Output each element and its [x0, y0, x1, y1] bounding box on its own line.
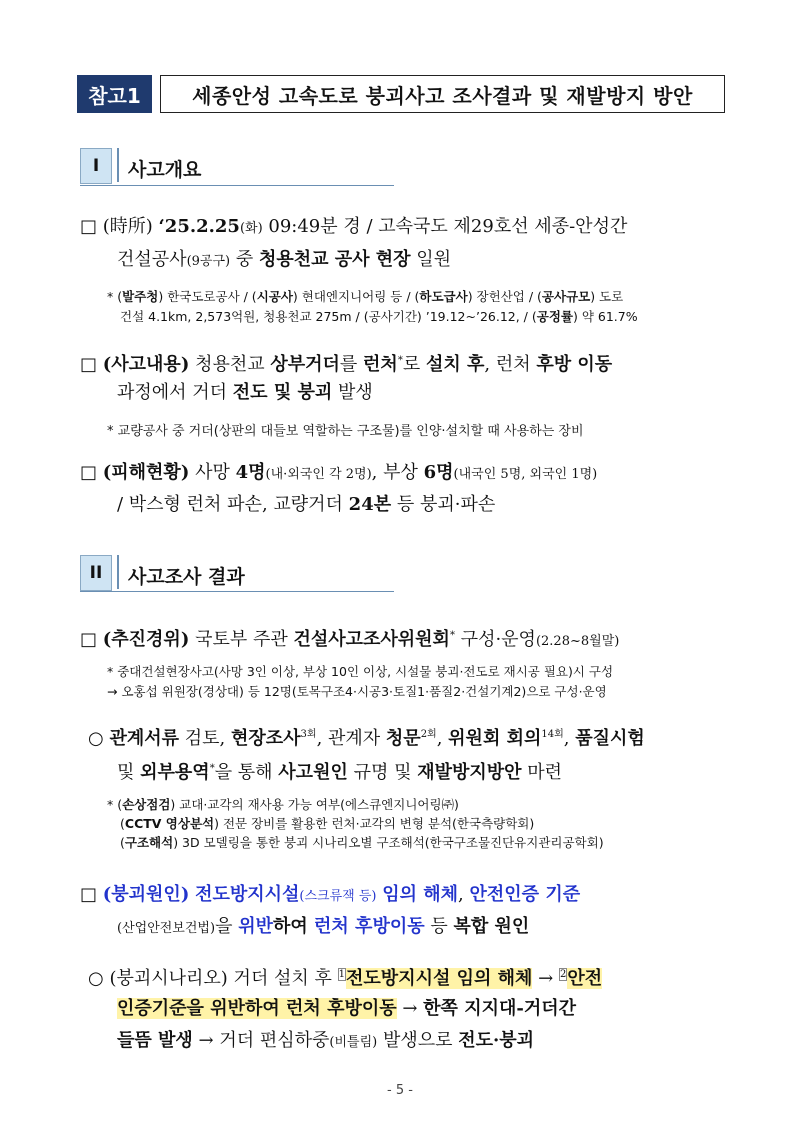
- section-1-divider: [117, 148, 119, 182]
- committee-name: 건설사고조사위원회: [293, 629, 450, 650]
- item-label: (붕괴시나리오): [109, 968, 228, 989]
- sub-scenario-line3: [117, 1030, 534, 1054]
- footnote-mark: *: [209, 763, 215, 774]
- note-committee-1: * 중대건설현장사고(사망 3인 이상, 부상 10인 이상, 시설물 붕괴·전도로 재시공 필요)시 구성: [107, 664, 614, 679]
- text: 설치 후: [425, 354, 485, 375]
- highlight: 전도방지시설 임의 해체: [346, 968, 533, 989]
- item-damage: [80, 462, 597, 486]
- text: 후방 이동: [536, 354, 613, 375]
- text: ,: [436, 728, 449, 749]
- note-project-info: [107, 288, 623, 305]
- text: 6명: [423, 462, 454, 483]
- text: 복합 원인: [453, 916, 530, 937]
- footnote-mark: *: [449, 630, 455, 641]
- item-label: (추진경위): [102, 629, 190, 650]
- text: 등 붕괴·파손: [391, 494, 496, 515]
- key: 공사규모: [541, 289, 591, 304]
- text: 발생: [332, 382, 373, 403]
- accident-date: ‘25.2.25: [158, 216, 240, 237]
- section-1-underline: [80, 185, 394, 186]
- text: 로: [402, 354, 426, 375]
- text: 과정에서 거더: [117, 382, 233, 403]
- arrow: →: [532, 968, 559, 989]
- section-1-title: 사고개요: [128, 159, 202, 181]
- text: 위반: [238, 916, 273, 937]
- item-cause-line2: [117, 916, 529, 940]
- text: 임의 해체: [382, 884, 459, 905]
- text: 상부거더: [270, 354, 340, 375]
- text: 건설 4.1km, 2,573억원, 청용천교 275m / (공사기간) ’19.12~’26.12, / (: [120, 309, 537, 324]
- sub-scenario-line2: [117, 998, 576, 1020]
- checkbox-icon: □: [80, 629, 98, 650]
- text: ) 약 61.7%: [572, 309, 638, 324]
- checkbox-icon: □: [80, 216, 98, 237]
- note-services-2: (CCTV 영상분석) 전문 장비를 활용한 런처·교각의 변형 분석(한국측량학회): [120, 816, 535, 831]
- text: 건설공사: [117, 249, 187, 270]
- text: , 부상: [371, 462, 424, 483]
- key: 공정률: [536, 309, 573, 324]
- text: 을 통해: [214, 762, 279, 783]
- text: 청문: [385, 728, 421, 749]
- sub-investigation-line2: [117, 758, 562, 784]
- arrow: →: [396, 998, 424, 1019]
- note-committee-2: → 오홍섭 위원장(경상대) 등 12명(토목구조4·시공3·토질1·품질2·건설기계2)으로 구성·운영: [107, 684, 607, 699]
- text: 24본: [348, 494, 392, 515]
- count: 14회: [541, 729, 564, 740]
- key: 손상점검: [122, 797, 171, 812]
- text: 런처: [363, 354, 398, 375]
- item-accident-content: [80, 350, 612, 376]
- item-label: (붕괴원인): [102, 884, 190, 905]
- note-launcher: * 교량공사 중 거더(상판의 대들보 역할하는 구조물)를 인양·설치할 때 사용하는 장비: [107, 424, 584, 439]
- item-progress: [80, 625, 619, 653]
- key: 하도급사: [419, 289, 468, 304]
- text: 발생으로: [377, 1030, 459, 1051]
- text: 외부용역: [140, 762, 210, 783]
- key: 발주청: [122, 289, 159, 304]
- text: , 관계자: [316, 728, 386, 749]
- section-2-number: II: [80, 555, 112, 591]
- text: ) 도로: [590, 289, 624, 304]
- section-2-title: 사고조사 결과: [128, 566, 245, 588]
- bullet-icon: ○: [88, 968, 104, 989]
- item-time-place: [80, 216, 627, 240]
- key: 구조해석: [124, 835, 174, 850]
- item-accident-content-line2: [117, 382, 373, 404]
- text: (내국인 5명, 외국인 1명): [453, 467, 598, 482]
- text: (2.28~8월말): [535, 634, 620, 649]
- reference-tag: 참고1: [77, 75, 152, 113]
- page-number: - 5 -: [387, 1083, 413, 1098]
- text: ,: [563, 728, 576, 749]
- text: (내·외국인 각 2명): [265, 467, 372, 482]
- bullet-icon: ○: [88, 728, 104, 749]
- text: 위원회 회의: [448, 728, 542, 749]
- text: 안전인증 기준: [469, 884, 581, 905]
- text: 재발방지방안: [417, 762, 522, 783]
- count: 2회: [420, 729, 437, 740]
- step-marker: 1: [338, 969, 346, 980]
- text: 거더 설치 후: [227, 968, 338, 989]
- highlight: 인증기준을 위반하여 런처 후방이동: [117, 998, 397, 1019]
- text: ) 교대·교각의 재사용 가능 여부(에스큐엔지니어링㈜): [170, 797, 459, 812]
- text: 사망: [189, 462, 236, 483]
- section-1-number: I: [80, 148, 112, 184]
- item-damage-line2: [117, 494, 495, 516]
- count: 3회: [300, 729, 317, 740]
- text: 마련: [521, 762, 563, 783]
- text: ) 한국도로공사 / (: [158, 289, 257, 304]
- text: 런처 후방이동: [314, 916, 425, 937]
- text: 사고원인: [278, 762, 348, 783]
- item-time-place-line2: [117, 249, 451, 273]
- item-label: (時所): [102, 216, 153, 237]
- text: (비틀림): [329, 1035, 378, 1050]
- text: , 런처: [484, 354, 537, 375]
- checkbox-icon: □: [80, 354, 98, 375]
- item-label: (피해현황): [102, 462, 190, 483]
- text: 를: [339, 354, 364, 375]
- note-services-3: (구조해석) 3D 모델링을 통한 붕괴 시나리오별 구조해석(한국구조물진단유지관리공학회): [120, 835, 604, 850]
- text: 관계서류: [109, 728, 180, 749]
- text: 국토부 주관: [189, 629, 294, 650]
- key: 시공사: [256, 289, 293, 304]
- section-2-underline: [80, 591, 394, 592]
- highlight: 안전: [567, 968, 603, 989]
- text: ) 3D 모델링을 통한 붕괴 시나리오별 구조해석(한국구조물진단유지관리공학회): [173, 835, 604, 850]
- text: 등: [424, 916, 454, 937]
- weekday: (화): [239, 221, 263, 236]
- item-label: (사고내용): [102, 354, 190, 375]
- text: 청용천교: [189, 354, 271, 375]
- text: / 박스형 런처 파손, 교량거더: [117, 494, 349, 515]
- note-services-1: * (손상점검) 교대·교각의 재사용 가능 여부(에스큐엔지니어링㈜): [107, 797, 459, 812]
- text: 구성·운영: [454, 629, 536, 650]
- sub-scenario: [88, 964, 602, 990]
- text: 전도방지시설: [195, 884, 300, 905]
- text: → 거더 편심하중: [192, 1030, 330, 1051]
- text: (스크류잭 등): [299, 889, 377, 904]
- text: 들뜸 발생: [117, 1030, 193, 1051]
- text: 중: [230, 249, 259, 270]
- document-title: 세종안성 고속도로 붕괴사고 조사결과 및 재발방지 방안: [160, 75, 725, 113]
- footnote-mark: *: [397, 355, 403, 366]
- checkbox-icon: □: [80, 884, 98, 905]
- text: 및: [117, 762, 141, 783]
- text: 전도 및 붕괴: [232, 382, 333, 403]
- text: 일원: [410, 249, 452, 270]
- site-name: 청용천교 공사 현장: [258, 249, 411, 270]
- text: 규명 및: [347, 762, 418, 783]
- section-2-divider: [117, 555, 119, 589]
- text: 하여: [272, 916, 315, 937]
- text: (9공구): [186, 254, 231, 269]
- text: ) 현대엔지니어링 등 / (: [292, 289, 420, 304]
- text: 4명: [235, 462, 266, 483]
- text: 검토,: [179, 728, 231, 749]
- text: ) 장헌산업 / (: [467, 289, 542, 304]
- text: 품질시험: [575, 728, 645, 749]
- text: 전도·붕괴: [458, 1030, 535, 1051]
- key: CCTV 영상분석: [124, 816, 215, 831]
- text: 한쪽 지지대-거더간: [423, 998, 576, 1019]
- text: 을: [215, 916, 239, 937]
- text: ,: [458, 884, 470, 905]
- note-project-info-line2: [120, 308, 638, 325]
- time-route: 09:49분 경 / 고속국도 제29호선 세종-안성간: [262, 216, 628, 237]
- text: ) 전문 장비를 활용한 런처·교각의 변형 분석(한국측량학회): [214, 816, 535, 831]
- sub-investigation: [88, 724, 645, 750]
- text: 현장조사: [230, 728, 301, 749]
- text: * (: [107, 289, 123, 304]
- step-marker: 2: [559, 969, 567, 980]
- checkbox-icon: □: [80, 462, 98, 483]
- item-cause: [80, 884, 580, 908]
- text: (산업안전보건법): [117, 921, 216, 936]
